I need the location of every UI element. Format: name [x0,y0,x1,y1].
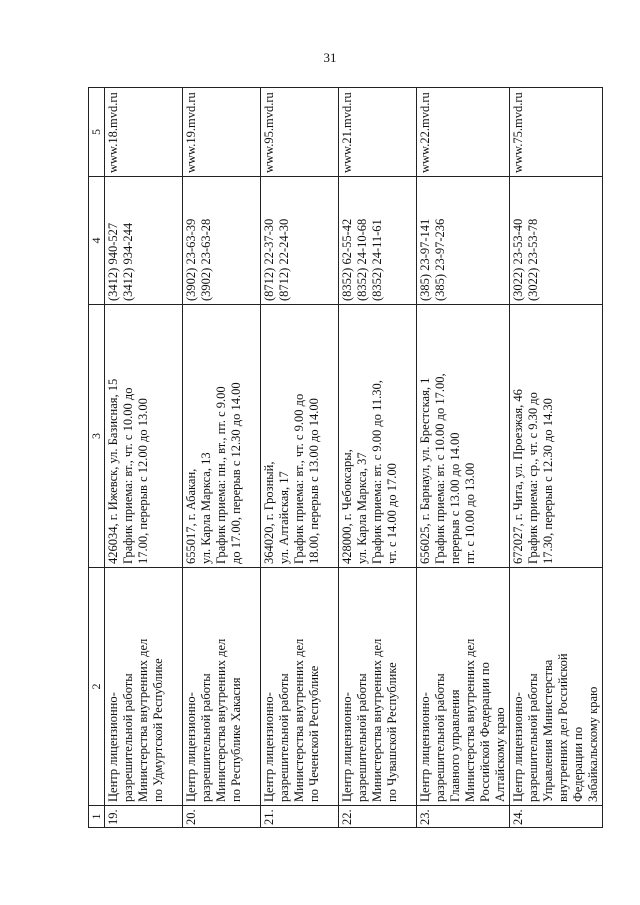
phones-cell [183,177,261,305]
organization-cell [417,568,510,806]
phone-line: (3902) 23-63-28 [199,218,213,301]
phone-line: (385) 23-97-236 [433,218,447,301]
org-line: Российской Федерации по [478,662,492,802]
org-line: разрешительной работы [355,673,369,802]
address-line: 17.30, перерыв с 12.30 до 14.30 [541,398,555,564]
org-line: Центр лицензионно- [511,692,525,802]
org-line: разрешительной работы [121,673,135,802]
org-line: по Удмуртской Республике [151,658,165,802]
address-line: График приема: вт. с 9.00 до 11.30, [370,380,384,564]
org-line: Главного управления [448,689,462,802]
address-line: 655017, г. Абакан, [184,468,198,564]
org-line: Алтайскому краю [493,707,507,802]
rotated-table-container [88,88,600,828]
row-number: 21. [261,806,339,828]
address-line: 428000, г. Чебоксары, [340,449,354,564]
address-line: пт. с 10.00 до 13.00 [463,462,477,564]
org-line: Забайкальскому краю [586,686,600,802]
header-cell: 3 [89,305,105,568]
row-number: 24. [510,806,603,828]
address-cell [261,305,339,568]
address-line: График приема: вт., чт. с 10.00 до [121,387,135,564]
address-line: ул. Алтайская, 17 [277,471,291,564]
org-line: Министерства внутренних дел [370,638,384,802]
website-cell: www.22.mvd.ru [417,88,510,177]
org-line: по Чувашской Республике [385,662,399,802]
phone-line: (3902) 23-63-39 [184,218,198,301]
phones-cell [261,177,339,305]
org-line: разрешительной работы [277,673,291,802]
table-row [339,88,417,828]
phone-line: (385) 23-97-141 [418,218,432,301]
org-line: разрешительной работы [526,673,540,802]
header-cell: 4 [89,177,105,305]
org-line: разрешительной работы [433,673,447,802]
address-line: График приема: вт. с 10.00 до 17.00, [433,373,447,564]
org-line: Министерства внутренних дел [136,638,150,802]
org-line: по Чеченской Республике [307,665,321,802]
phone-line: (3412) 940-527 [106,222,120,301]
org-line: Центр лицензионно- [106,692,120,802]
row-number: 19. [105,806,183,828]
organization-cell [510,568,603,806]
row-number: 23. [417,806,510,828]
website-cell: www.75.mvd.ru [510,88,603,177]
address-line: до 17.00, перерыв с 12.30 до 14.00 [229,382,243,564]
org-line: Управления Министерства [541,659,555,802]
org-line: Центр лицензионно- [184,692,198,802]
page-number: 31 [323,50,337,65]
header-cell: 1 [89,806,105,828]
address-cell [183,305,261,568]
address-line: чт. с 14.00 до 17.00 [385,463,399,564]
address-cell [510,305,603,568]
org-line: внутренних дел Российской [556,653,570,802]
row-number: 20. [183,806,261,828]
website-cell: www.95.mvd.ru [261,88,339,177]
phones-cell [339,177,417,305]
address-line: 426034, г. Ижевск, ул. Базисная, 15 [106,378,120,564]
phone-line: (8712) 22-24-30 [277,218,291,301]
organization-cell [105,568,183,806]
table-row [510,88,603,828]
website-cell: www.18.mvd.ru [105,88,183,177]
address-cell [105,305,183,568]
org-line: разрешительной работы [199,673,213,802]
phone-line: (8352) 24-11-61 [370,219,384,301]
table-row [105,88,183,828]
address-line: ул. Карла Маркса, 37 [355,452,369,564]
org-line: Центр лицензионно- [418,692,432,802]
address-line: График приема: пн., вт., пт. с 9.00 [214,386,228,564]
phones-cell [417,177,510,305]
header-row [89,88,105,828]
phone-line: (3022) 23-53-78 [526,218,540,301]
address-line: График приема: ср., чт. с 9.30 до [526,392,540,564]
phones-cell [105,177,183,305]
address-line: ул. Карла Маркса, 13 [199,452,213,564]
address-line: 656025, г. Барнаул, ул. Брестская, 1 [418,377,432,564]
org-line: Министерства внутренних дел [292,638,306,802]
header-cell: 2 [89,568,105,806]
table-row [261,88,339,828]
address-line: График приема: вт., чт. с 9.00 до [292,393,306,564]
row-number: 22. [339,806,417,828]
phone-line: (3412) 934-244 [121,222,135,301]
org-line: Министерства внутренних дел [463,638,477,802]
address-line: 672027, г. Чита, ул. Проезжая, 46 [511,389,525,564]
phone-line: (8352) 24-10-68 [355,218,369,301]
organization-cell [261,568,339,806]
phone-line: (3022) 23-53-40 [511,218,525,301]
org-line: Министерства внутренних дел [214,638,228,802]
org-line: Центр лицензионно- [340,692,354,802]
address-line: 18.00, перерыв с 13.00 до 14.00 [307,398,321,564]
phones-cell [510,177,603,305]
org-line: Федерации по [571,726,585,802]
phone-line: (8712) 22-37-30 [262,218,276,301]
table-row [417,88,510,828]
organization-cell [339,568,417,806]
website-cell: www.21.mvd.ru [339,88,417,177]
org-line: по Республике Хакасия [229,677,243,802]
address-line: перерыв с 13.00 до 14.00 [448,432,462,564]
website-cell: www.19.mvd.ru [183,88,261,177]
address-cell [417,305,510,568]
table-row [183,88,261,828]
organization-cell [183,568,261,806]
phone-line: (8352) 62-55-42 [340,218,354,301]
header-cell: 5 [89,88,105,177]
licensing-centers-table [88,87,603,828]
org-line: Центр лицензионно- [262,692,276,802]
address-line: 364020, г. Грозный, [262,461,276,564]
address-cell [339,305,417,568]
address-line: 17.00, перерыв с 12.00 до 13.00 [136,398,150,564]
